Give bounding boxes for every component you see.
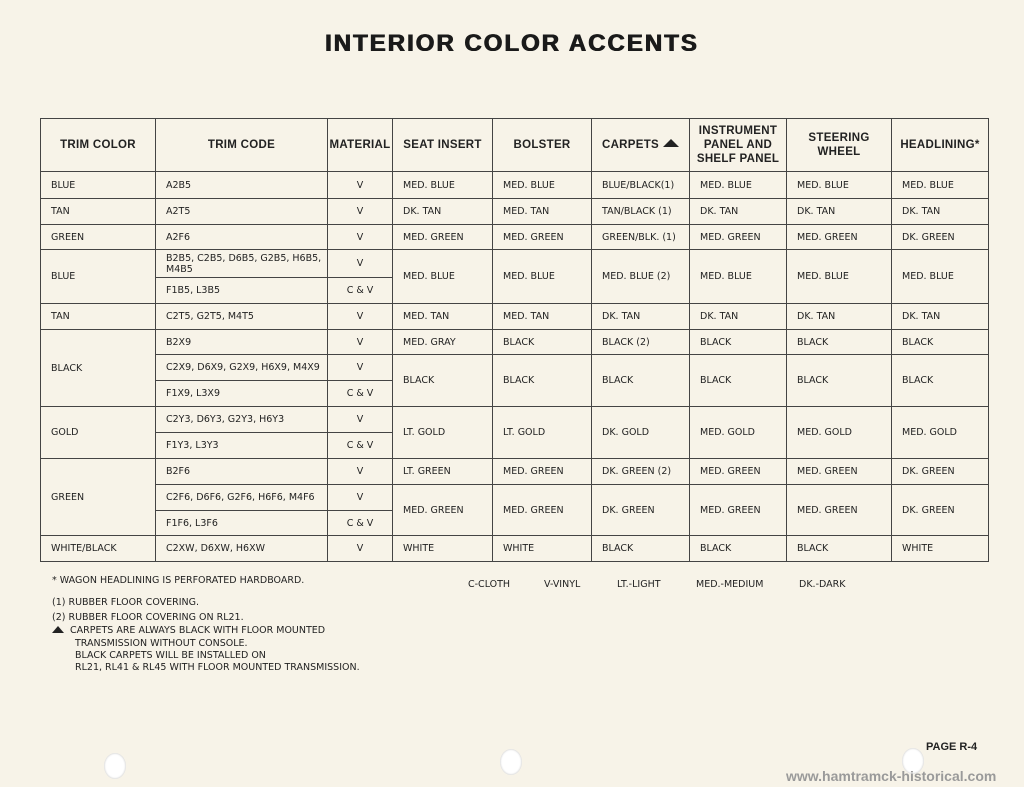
trim-color-cell: GREEN: [41, 225, 156, 250]
carpets-cell: MED. BLUE (2): [592, 250, 690, 304]
col-trim-color: TRIM COLOR: [41, 119, 156, 172]
legend-medium: MED.-MEDIUM: [696, 579, 764, 590]
wagon-headlining-note: * WAGON HEADLINING IS PERFORATED HARDBOARD.: [52, 575, 305, 586]
legend-dark: DK.-DARK: [799, 579, 846, 590]
bolster-cell: BLACK: [493, 330, 592, 355]
table-row: [41, 355, 989, 381]
table-row: [41, 172, 989, 199]
trim-code-cell: A2T5: [156, 199, 328, 225]
panel-cell: BLACK: [690, 355, 787, 407]
interior-color-table: [40, 118, 989, 562]
panel-cell: MED. BLUE: [690, 172, 787, 199]
col-carpets-label: CARPETS: [601, 139, 660, 151]
bolster-cell: MED. GREEN: [493, 485, 592, 536]
legend-light: LT.-LIGHT: [617, 579, 661, 590]
steering-wheel-cell: MED. GREEN: [787, 225, 892, 250]
trim-color-cell: TAN: [41, 304, 156, 330]
steering-wheel-cell: BLACK: [787, 330, 892, 355]
carpets-cell: DK. GREEN (2): [592, 459, 690, 485]
panel-cell: MED. BLUE: [690, 250, 787, 304]
seat-insert-cell: MED. GREEN: [393, 485, 493, 536]
watermark: www.hamtramck-historical.com: [786, 768, 997, 784]
headlining-cell: WHITE: [892, 536, 989, 562]
steering-wheel-cell: DK. TAN: [787, 199, 892, 225]
trim-code-cell: A2F6: [156, 225, 328, 250]
binder-hole: [500, 749, 522, 775]
seat-insert-cell: MED. TAN: [393, 304, 493, 330]
headlining-cell: DK. GREEN: [892, 485, 989, 536]
steering-wheel-cell: BLACK: [787, 355, 892, 407]
trim-code-cell: B2F6: [156, 459, 328, 485]
trim-color-cell: GREEN: [41, 459, 156, 536]
bolster-cell: MED. BLUE: [493, 172, 592, 199]
seat-insert-cell: DK. TAN: [393, 199, 493, 225]
headlining-cell: DK. TAN: [892, 199, 989, 225]
trim-code-cell: C2Y3, D6Y3, G2Y3, H6Y3: [156, 407, 328, 433]
trim-color-cell: TAN: [41, 199, 156, 225]
table-row: [41, 225, 989, 250]
carpet-note-line-2: TRANSMISSION WITHOUT CONSOLE.: [75, 638, 248, 649]
material-cell: V: [328, 304, 393, 330]
triangle-icon: [52, 626, 64, 633]
bolster-cell: MED. TAN: [493, 199, 592, 225]
seat-insert-cell: WHITE: [393, 536, 493, 562]
footnote-1: (1) RUBBER FLOOR COVERING.: [52, 597, 200, 608]
triangle-icon: [663, 139, 679, 147]
asterisk-mark: *: [974, 139, 980, 151]
seat-insert-cell: MED. GRAY: [393, 330, 493, 355]
panel-cell: DK. TAN: [690, 304, 787, 330]
legend-vinyl: V-VINYL: [544, 579, 581, 590]
headlining-cell: MED. BLUE: [892, 172, 989, 199]
material-cell: V: [328, 355, 393, 381]
material-cell: V: [328, 250, 393, 278]
steering-wheel-cell: MED. GREEN: [787, 485, 892, 536]
carpet-note-text: CARPETS ARE ALWAYS BLACK WITH FLOOR MOUNTED: [70, 625, 326, 636]
table-row: [41, 407, 989, 433]
carpets-cell: BLACK (2): [592, 330, 690, 355]
carpets-cell: BLACK: [592, 355, 690, 407]
headlining-cell: BLACK: [892, 330, 989, 355]
legend-cloth: C-CLOTH: [468, 579, 511, 590]
col-headlining: [892, 119, 989, 172]
steering-wheel-cell: BLACK: [787, 536, 892, 562]
bolster-cell: WHITE: [493, 536, 592, 562]
steering-wheel-cell: MED. BLUE: [787, 172, 892, 199]
table-row: [41, 459, 989, 485]
panel-cell: MED. GREEN: [690, 485, 787, 536]
header-row: [41, 119, 989, 172]
material-cell: V: [328, 172, 393, 199]
headlining-cell: MED. BLUE: [892, 250, 989, 304]
trim-code-cell: C2X9, D6X9, G2X9, H6X9, M4X9: [156, 355, 328, 381]
table-row: [41, 304, 989, 330]
col-material: MATERIAL: [328, 119, 393, 172]
col-carpets: [592, 119, 690, 172]
page-title: INTERIOR COLOR ACCENTS: [325, 30, 699, 57]
material-cell: V: [328, 407, 393, 433]
trim-color-cell: BLUE: [41, 172, 156, 199]
bolster-cell: MED. GREEN: [493, 459, 592, 485]
panel-cell: DK. TAN: [690, 199, 787, 225]
steering-wheel-cell: DK. TAN: [787, 304, 892, 330]
bolster-cell: LT. GOLD: [493, 407, 592, 459]
carpets-cell: BLUE/BLACK(1): [592, 172, 690, 199]
headlining-cell: BLACK: [892, 355, 989, 407]
bolster-cell: BLACK: [493, 355, 592, 407]
trim-code-cell: F1X9, L3X9: [156, 381, 328, 407]
col-bolster: BOLSTER: [493, 119, 592, 172]
material-cell: C & V: [328, 433, 393, 459]
trim-code-cell: C2F6, D6F6, G2F6, H6F6, M4F6: [156, 485, 328, 511]
bolster-cell: MED. BLUE: [493, 250, 592, 304]
headlining-cell: DK. GREEN: [892, 225, 989, 250]
seat-insert-cell: BLACK: [393, 355, 493, 407]
trim-color-cell: GOLD: [41, 407, 156, 459]
trim-code-cell: F1F6, L3F6: [156, 511, 328, 536]
material-cell: V: [328, 536, 393, 562]
panel-cell: MED. GREEN: [690, 225, 787, 250]
col-instrument-panel: INSTRUMENT PANEL AND SHELF PANEL: [690, 119, 787, 172]
trim-color-cell: BLACK: [41, 330, 156, 407]
trim-code-cell: B2X9: [156, 330, 328, 355]
table-row: [41, 330, 989, 355]
panel-cell: MED. GREEN: [690, 459, 787, 485]
material-cell: V: [328, 330, 393, 355]
table-row: [41, 250, 989, 278]
material-cell: V: [328, 485, 393, 511]
carpets-cell: TAN/BLACK (1): [592, 199, 690, 225]
bolster-cell: MED. GREEN: [493, 225, 592, 250]
trim-code-cell: B2B5, C2B5, D6B5, G2B5, H6B5, M4B5: [156, 250, 328, 278]
carpet-note-line-3: BLACK CARPETS WILL BE INSTALLED ON: [75, 650, 266, 661]
material-cell: C & V: [328, 381, 393, 407]
seat-insert-cell: LT. GREEN: [393, 459, 493, 485]
steering-wheel-cell: MED. GREEN: [787, 459, 892, 485]
col-trim-code: TRIM CODE: [156, 119, 328, 172]
material-cell: C & V: [328, 278, 393, 304]
carpets-cell: DK. GREEN: [592, 485, 690, 536]
carpet-note-line-4: RL21, RL41 & RL45 WITH FLOOR MOUNTED TRANSMISSION.: [75, 662, 360, 673]
material-cell: V: [328, 199, 393, 225]
trim-color-cell: BLUE: [41, 250, 156, 304]
panel-cell: BLACK: [690, 536, 787, 562]
panel-cell: BLACK: [690, 330, 787, 355]
binder-hole: [104, 753, 126, 779]
carpets-cell: DK. TAN: [592, 304, 690, 330]
seat-insert-cell: LT. GOLD: [393, 407, 493, 459]
table-row: [41, 485, 989, 511]
carpet-note-line-1: [52, 625, 325, 636]
table-row: [41, 536, 989, 562]
col-steering-wheel: STEERING WHEEL: [787, 119, 892, 172]
material-cell: C & V: [328, 511, 393, 536]
col-headlining-label: HEADLINING: [900, 139, 975, 151]
trim-code-cell: C2XW, D6XW, H6XW: [156, 536, 328, 562]
steering-wheel-cell: MED. BLUE: [787, 250, 892, 304]
trim-code-cell: F1B5, L3B5: [156, 278, 328, 304]
trim-code-cell: F1Y3, L3Y3: [156, 433, 328, 459]
headlining-cell: DK. TAN: [892, 304, 989, 330]
material-cell: V: [328, 225, 393, 250]
material-cell: V: [328, 459, 393, 485]
col-seat-insert: SEAT INSERT: [393, 119, 493, 172]
panel-cell: MED. GOLD: [690, 407, 787, 459]
headlining-cell: DK. GREEN: [892, 459, 989, 485]
trim-code-cell: A2B5: [156, 172, 328, 199]
table-row: [41, 199, 989, 225]
headlining-cell: MED. GOLD: [892, 407, 989, 459]
bolster-cell: MED. TAN: [493, 304, 592, 330]
trim-color-cell: WHITE/BLACK: [41, 536, 156, 562]
seat-insert-cell: MED. BLUE: [393, 172, 493, 199]
steering-wheel-cell: MED. GOLD: [787, 407, 892, 459]
seat-insert-cell: MED. BLUE: [393, 250, 493, 304]
carpets-cell: BLACK: [592, 536, 690, 562]
seat-insert-cell: MED. GREEN: [393, 225, 493, 250]
footnote-2: (2) RUBBER FLOOR COVERING ON RL21.: [52, 612, 244, 623]
carpets-cell: GREEN/BLK. (1): [592, 225, 690, 250]
page-number: PAGE R-4: [926, 741, 978, 753]
carpets-cell: DK. GOLD: [592, 407, 690, 459]
trim-code-cell: C2T5, G2T5, M4T5: [156, 304, 328, 330]
